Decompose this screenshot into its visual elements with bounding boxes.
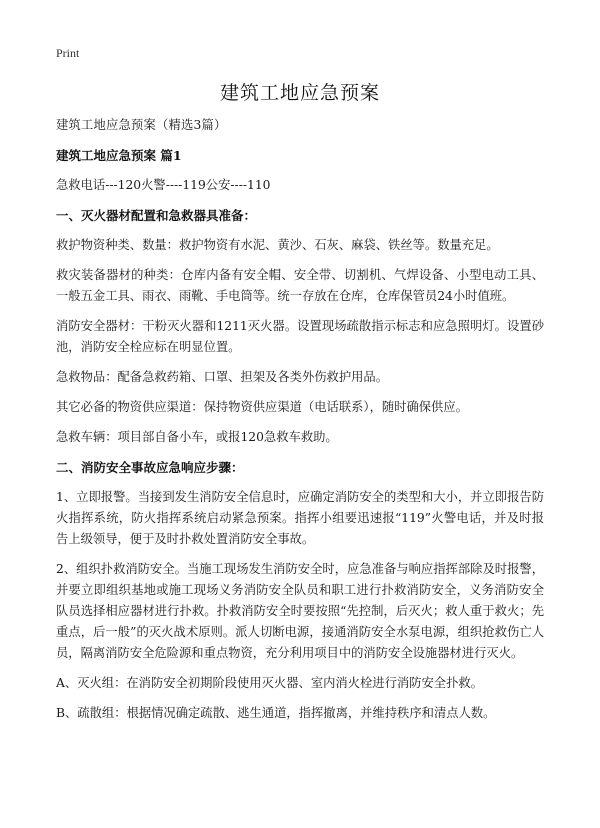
section-2-paragraph: B、疏散组：根据情况确定疏散、逃生通道，指挥撤离，并维持秩序和清点人数。 — [56, 706, 496, 720]
emergency-numbers: 急救电话---120火警----119公安----110 — [56, 178, 271, 192]
section-1-paragraph: 救灾装备器材的种类：仓库内备有安全帽、安全带、切割机、气焊设备、小型电动工具、一般五金工具、雨衣、雨靴、手电筒等。统一存放在仓库，仓库保管员24小时值班。 — [56, 268, 544, 303]
section-1-heading: 一、灭火器材配置和急救器具准备： — [56, 208, 257, 223]
part-heading: 建筑工地应急预案 篇1 — [56, 148, 182, 163]
section-2-paragraph: 2、组织扑救消防安全。当施工现场发生消防安全时，应急准备与响应指挥部除及时报警，并要立即组织基地或施工现场义务消防安全队员和职工进行扑救消防安全，义务消防安全队员选择相应器材进行扑救。扑救消防安全时要按照“先控制，后灭火；救人重于救火；先重点，后一般”的灭火战术原则。派人切断电源，接通消防安全水泵电源，组织抢救伤亡人员，隔离消防安全危险源和重点物资，充分利用项目中的消防安全设施器材进行灭火。 — [56, 562, 544, 660]
section-2-paragraph: A、灭火组：在消防安全初期阶段使用灭火器、室内消火栓进行消防安全扑救。 — [56, 676, 483, 690]
section-1-paragraph: 救护物资种类、数量：救护物资有水泥、黄沙、石灰、麻袋、铁丝等。数量充足。 — [56, 238, 499, 252]
section-1-paragraph: 其它必备的物资供应渠道：保持物资供应渠道（电话联系），随时确保供应。 — [56, 400, 468, 414]
print-label: Print — [56, 46, 80, 60]
section-1-paragraph: 急救物品：配备急救药箱、口罩、担架及各类外伤救护用品。 — [56, 370, 389, 384]
section-2-heading: 二、消防安全事故应急响应步骤： — [56, 460, 244, 475]
section-1-paragraph: 消防安全器材：干粉灭火器和1211灭火器。设置现场疏散指示标志和应急照明灯。设置砂池，消防安全栓应标在明显位置。 — [56, 319, 544, 354]
section-2-paragraph: 1、立即报警。当接到发生消防安全信息时，应确定消防安全的类型和大小，并立即报告防火指挥系统，防火指挥系统启动紧急预案。指挥小组要迅速报“119”火警电话，并及时报告上级领导，便于及时扑救处置消防安全事故。 — [56, 490, 544, 546]
document-title: 建筑工地应急预案 — [219, 82, 380, 104]
section-1-paragraph: 急救车辆：项目部自备小车，或报120急救车救助。 — [56, 430, 338, 444]
document-subtitle: 建筑工地应急预案（精选3篇） — [56, 118, 227, 132]
